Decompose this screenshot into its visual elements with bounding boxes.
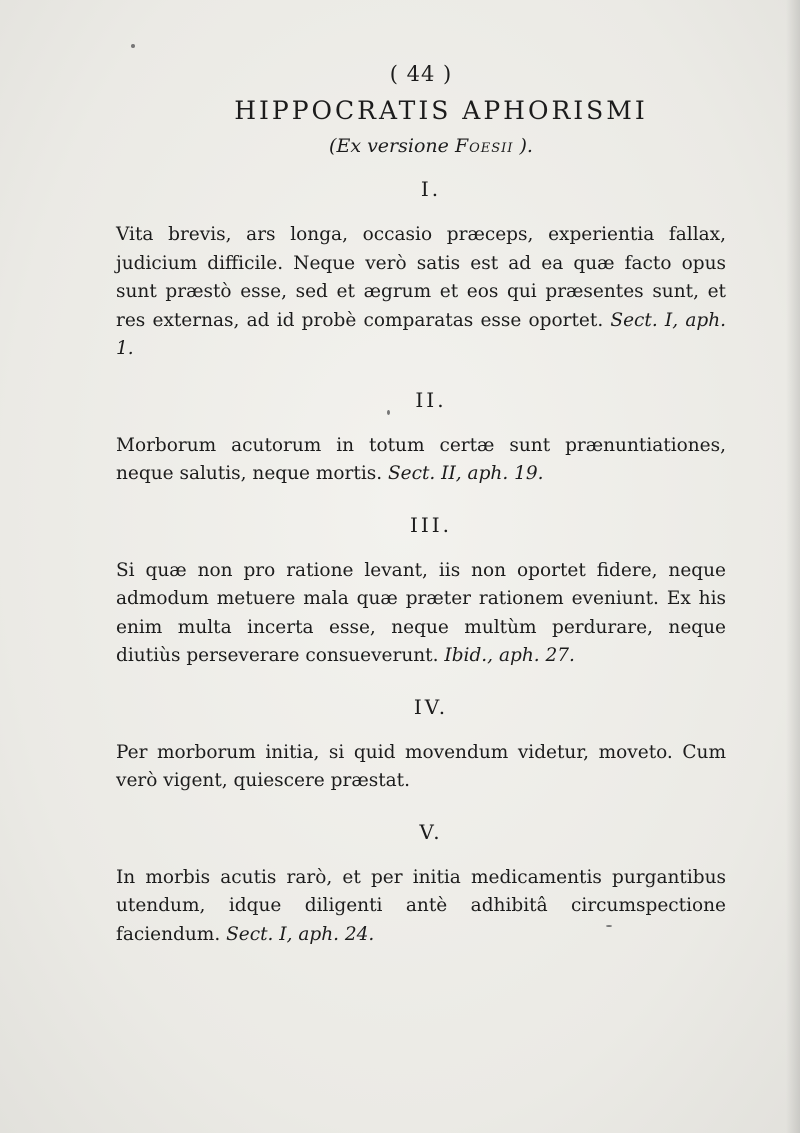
aphorism-body: Vita brevis, ars longa, occasio præceps, experientia fallax, judicium difficile. Neque verò satis est ad ea quæ facto opus sunt præstò esse, sed et ægrum et eos qui præsentes sunt, et res externas, ad id probè comparatas esse oportet. [116, 224, 726, 331]
aphorism-body: In morbis acutis rarò, et per initia medicamentis purgantibus utendum, idque diligenti antè adhibitâ circumspectione faciendum. [116, 866, 726, 945]
ink-speck [131, 44, 135, 48]
aphorism-reference: Sect. I, aph. 24. [226, 923, 375, 945]
aphorism-body: Per morborum initia, si quid movendum videtur, moveto. Cum verò vigent, quiescere præstat. [116, 741, 726, 791]
subtitle-text: Ex versione [336, 135, 455, 157]
subtitle-close: ). [519, 135, 533, 157]
aphorism-text [116, 864, 726, 950]
aphorism-number: I. [420, 177, 442, 201]
aphorism-text [116, 557, 726, 671]
aphorism-text [116, 221, 726, 364]
page-number: ( 44 ) [389, 62, 453, 86]
aphorism-text [116, 739, 726, 796]
aphorism-reference: Sect. I, aph. 1. [116, 309, 726, 359]
aphorism-body: Morborum acutorum in totum certæ sunt prænuntiationes, neque salutis, neque mortis. [116, 434, 726, 484]
subtitle [116, 135, 726, 157]
aphorism-number: II. [415, 387, 447, 412]
page-edge-shadow [786, 0, 800, 1133]
aphorism-number: IV. [413, 694, 449, 719]
aphorism-number: V. [419, 819, 443, 844]
aphorism-number: III. [409, 512, 453, 537]
aphorism-text [116, 432, 726, 489]
aphorism-reference: Ibid., aph. 27. [444, 645, 575, 666]
subtitle-author: Foesii [454, 135, 514, 157]
aphorism-reference: Sect. II, aph. 19. [388, 463, 544, 484]
subtitle-open: ( [329, 135, 337, 157]
page-content [116, 62, 726, 973]
page-title: HIPPOCRATIS APHORISMI [234, 96, 648, 125]
aphorism-body: Si quæ non pro ratione levant, iis non oportet fidere, neque admodum metuere mala quæ præter rationem eveniunt. Ex his enim multa incerta esse, neque multùm perdurare, neque diutiùs perseverare consueverunt. [116, 559, 726, 666]
